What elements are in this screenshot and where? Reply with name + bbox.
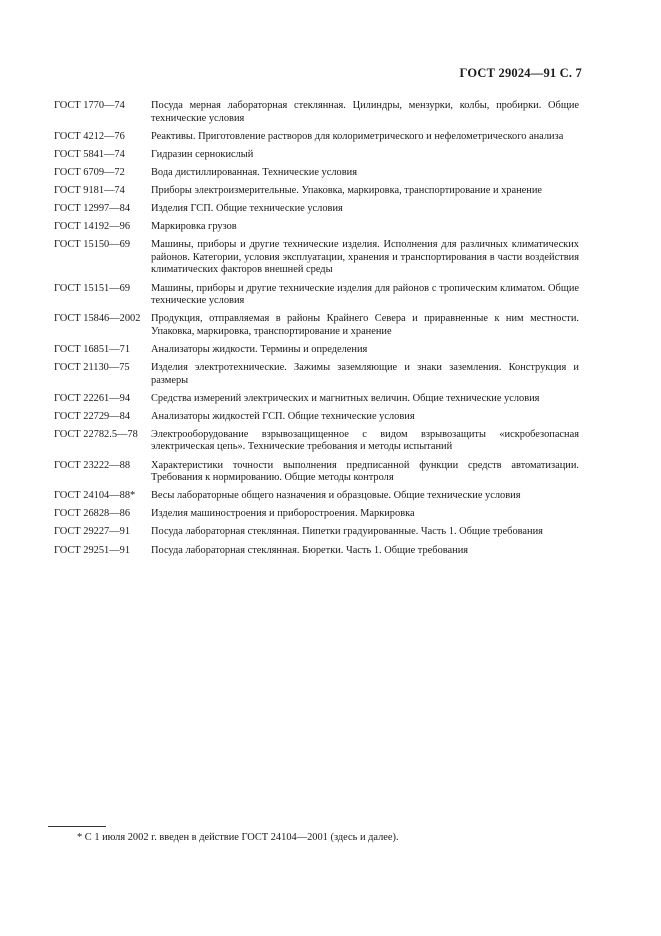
standard-code: ГОСТ 21130—75	[54, 362, 130, 373]
standard-title: Изделия электротехнические. Зажимы заземляющие и знаки заземления. Конструкция и размеры	[151, 362, 579, 386]
standard-title: Посуда лабораторная стеклянная. Пипетки градуированные. Часть 1. Общие требования	[151, 526, 543, 538]
reference-row	[54, 167, 579, 180]
reference-row	[54, 344, 579, 357]
reference-row	[54, 490, 579, 503]
reference-row	[54, 283, 579, 308]
reference-list	[54, 100, 579, 563]
standard-title: Изделия машиностроения и приборостроения. Маркировка	[151, 508, 415, 520]
standard-title: Изделия ГСП. Общие технические условия	[151, 203, 343, 215]
reference-row	[54, 185, 579, 198]
standard-code: ГОСТ 29251—91	[54, 544, 131, 556]
standard-code: ГОСТ 22729—84	[54, 410, 131, 422]
standard-code: ГОСТ 15846—2002	[54, 313, 141, 325]
standard-code: ГОСТ 6709—72	[54, 166, 125, 178]
standard-title: Вода дистиллированная. Технические условия	[151, 166, 357, 178]
standard-code: ГОСТ 5841—74	[54, 148, 125, 160]
reference-row	[54, 362, 579, 387]
reference-row	[54, 460, 579, 485]
standard-title: Средства измерений электрических и магнитных величин. Общие технические условия	[151, 392, 540, 404]
standard-title: Характеристики точности выполнения предписанной функции средств автоматизации. Требования к нормированию. Общие методы контроля	[151, 459, 579, 484]
standard-code: ГОСТ 29227—91	[54, 526, 131, 538]
reference-row	[54, 411, 579, 424]
standard-title: Приборы электроизмерительные. Упаковка, маркировка, транспортирование и хранение	[151, 184, 543, 196]
standard-code: ГОСТ 24104—88*	[54, 490, 136, 502]
standard-title: Маркировка грузов	[151, 221, 237, 233]
standard-title: Посуда лабораторная стеклянная. Бюретки. Часть 1. Общие требования	[151, 544, 469, 556]
standard-title: Машины, приборы и другие технические изделия. Исполнения для различных климатических районов. Категории, условия эксплуатации, хранения и транспортирования в части воздействия климатических факторов внешней среды	[151, 239, 579, 276]
reference-row	[54, 221, 579, 234]
reference-row	[54, 526, 579, 539]
reference-row	[54, 203, 579, 216]
reference-row	[54, 508, 579, 521]
standard-title: Анализаторы жидкости. Термины и определения	[151, 343, 368, 355]
reference-row	[54, 429, 579, 454]
standard-code: ГОСТ 26828—86	[54, 508, 131, 520]
standard-code: ГОСТ 15151—69	[54, 282, 131, 294]
standard-code: ГОСТ 12997—84	[54, 203, 131, 215]
page-header: ГОСТ 29024—91 С. 7	[459, 66, 582, 80]
reference-row	[54, 131, 579, 144]
reference-row	[54, 149, 579, 162]
standard-title: Весы лабораторные общего назначения и образцовые. Общие технические условия	[151, 490, 521, 502]
standard-title: Анализаторы жидкостей ГСП. Общие технические условия	[151, 410, 415, 422]
standard-code: ГОСТ 1770—74	[54, 100, 125, 111]
standard-title: Электрооборудование взрывозащищенное с видом взрывозащиты «искробезопасная электрическая цепь». Технические требования и методы испытаний	[151, 428, 579, 453]
standard-code: ГОСТ 23222—88	[54, 459, 131, 471]
standard-code: ГОСТ 22782.5—78	[54, 428, 138, 440]
standard-title: Машины, приборы и другие технические изделия для районов с тропическим климатом. Общие технические условия	[151, 282, 579, 307]
standard-title: Реактивы. Приготовление растворов для колориметрического и нефелометрического анализа	[151, 130, 564, 142]
reference-row	[54, 239, 579, 277]
standard-code: ГОСТ 16851—71	[54, 343, 131, 355]
footnote: * С 1 июля 2002 г. введен в действие ГОСТ 24104—2001 (здесь и далее).	[77, 832, 399, 843]
standard-code: ГОСТ 14192—96	[54, 221, 131, 233]
reference-row	[54, 313, 579, 338]
standard-title: Гидразин сернокислый	[151, 148, 254, 160]
reference-row	[54, 545, 579, 558]
standard-code: ГОСТ 9181—74	[54, 184, 125, 196]
standard-code: ГОСТ 22261—94	[54, 392, 131, 404]
reference-row	[54, 100, 579, 125]
standard-code: ГОСТ 15150—69	[54, 239, 131, 251]
standard-title: Продукция, отправляемая в районы Крайнего Севера и приравненные к ним местности. Упаковка, маркировка, транспортирование и хранение	[151, 313, 579, 337]
standard-title: Посуда мерная лабораторная стеклянная. Цилиндры, мензурки, колбы, пробирки. Общие технические условия	[151, 100, 579, 124]
reference-row	[54, 393, 579, 406]
standard-code: ГОСТ 4212—76	[54, 130, 125, 142]
footnote-divider	[48, 826, 106, 827]
